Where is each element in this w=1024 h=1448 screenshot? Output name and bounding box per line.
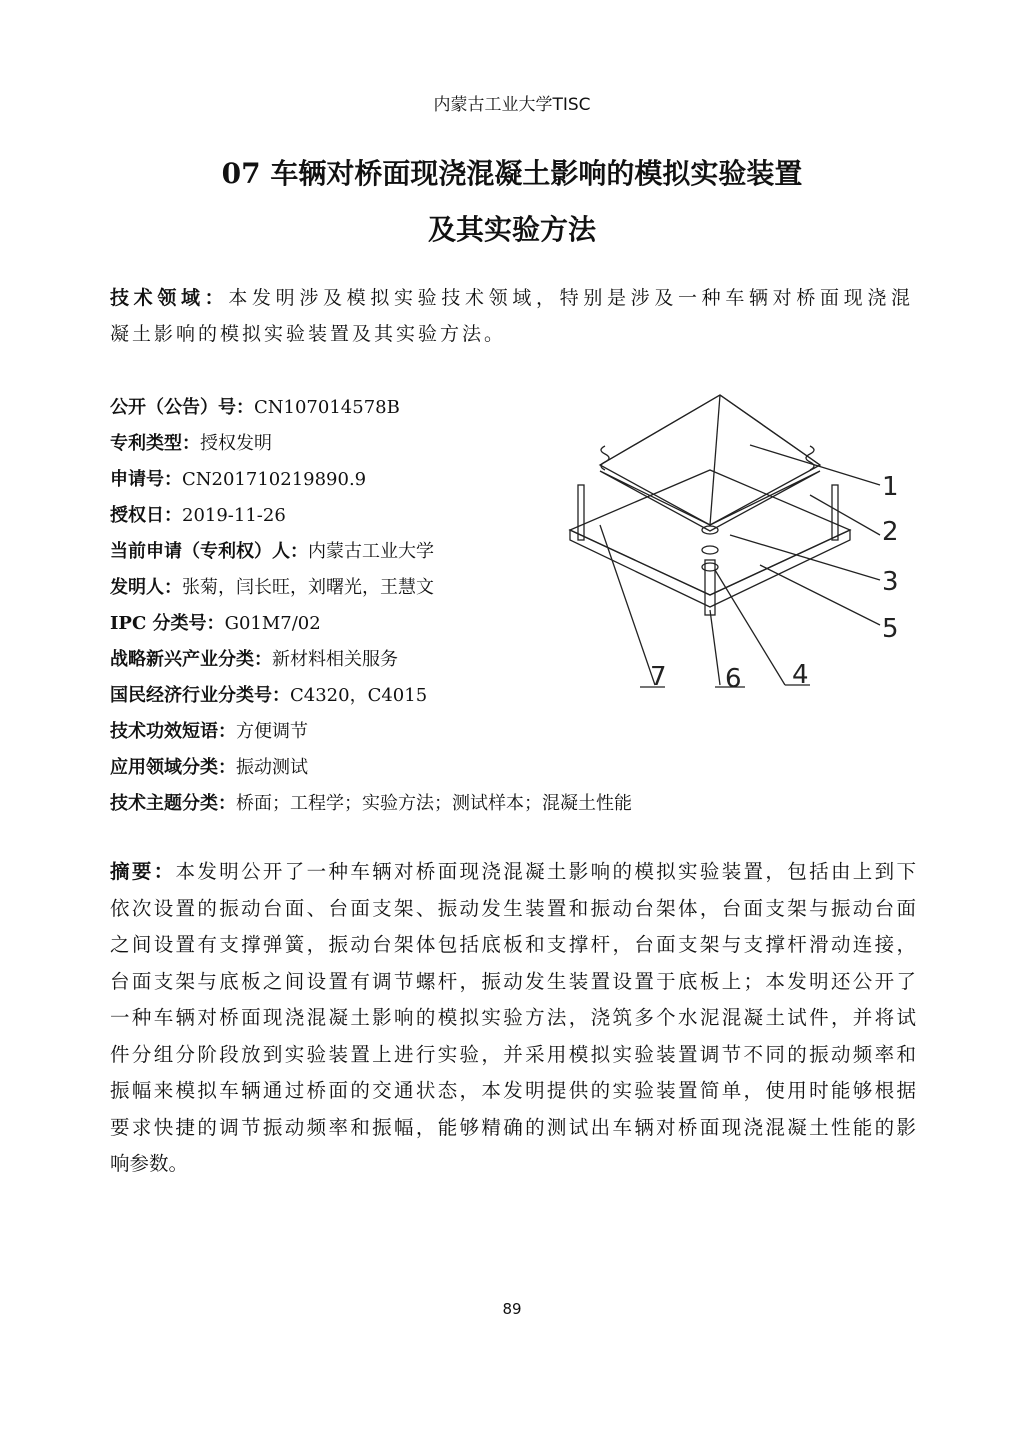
info-value: 新材料相关服务	[272, 649, 398, 670]
info-value: 2019-11-26	[182, 505, 286, 526]
info-value: CN201710219890.9	[182, 469, 367, 490]
figure-label-5: 5	[882, 614, 899, 644]
info-label: 国民经济行业分类号：	[110, 685, 290, 706]
abstract-line: 要求快捷的调节振动频率和振幅，能够精确的测试出车辆对桥面现浇混凝土性能的影	[110, 1115, 916, 1139]
abstract-line: 依次设置的振动台面、台面支架、振动发生装置和振动台架体，台面支架与振动台面	[110, 896, 916, 920]
info-value: 方便调节	[236, 721, 308, 742]
info-row	[110, 429, 272, 455]
apparatus-figure	[560, 385, 910, 695]
figure-label-2: 2	[882, 517, 899, 547]
info-label: 授权日：	[110, 505, 182, 526]
tech-field-label: 技术领域：	[110, 287, 229, 309]
info-value: 振动测试	[236, 757, 308, 778]
info-row	[110, 537, 434, 563]
title-line-1: 07 车辆对桥面现浇混凝土影响的模拟实验装置	[221, 157, 803, 190]
abstract-label: 摘要：	[110, 860, 176, 883]
page-number: 89	[502, 1300, 522, 1318]
info-label: 发明人：	[110, 577, 182, 598]
info-value: 桥面；工程学；实验方法；测试样本；混凝土性能	[236, 793, 632, 814]
info-label: 公开（公告）号：	[110, 397, 254, 418]
info-row	[110, 789, 632, 815]
abstract-line: 件分组分阶段放到实验装置上进行实验，并采用模拟实验装置调节不同的振动频率和	[110, 1042, 916, 1066]
info-label: 技术功效短语：	[110, 721, 236, 742]
abstract-line: 摘要：本发明公开了一种车辆对桥面现浇混凝土影响的模拟实验装置，包括由上到下	[110, 860, 916, 883]
info-label: 战略新兴产业分类：	[110, 649, 272, 670]
info-label: 专利类型：	[110, 433, 200, 454]
info-label: 应用领域分类：	[110, 757, 236, 778]
info-value: 张菊，闫长旺，刘曙光，王慧文	[182, 577, 434, 598]
abstract-line: 响参数。	[110, 1152, 189, 1175]
info-row	[110, 645, 398, 671]
info-value: 内蒙古工业大学	[308, 541, 434, 562]
figure-label-7: 7	[650, 662, 667, 692]
abstract-line: 之间设置有支撑弹簧，振动台架体包括底板和支撑杆，台面支架与支撑杆滑动连接，	[110, 933, 916, 956]
figure-label-3: 3	[882, 567, 899, 597]
info-row	[110, 465, 366, 491]
info-value: C4320，C4015	[290, 685, 428, 706]
abstract-line: 台面支架与底板之间设置有调节螺杆，振动发生装置设置于底板上；本发明还公开了	[110, 969, 916, 993]
title-line-2: 及其实验方法	[427, 213, 596, 246]
info-row	[110, 393, 400, 419]
info-row	[110, 717, 308, 743]
info-value: 授权发明	[200, 433, 272, 454]
info-row	[110, 501, 286, 527]
abstract-line: 振幅来模拟车辆通过桥面的交通状态，本发明提供的实验装置简单，使用时能够根据	[110, 1079, 916, 1102]
info-label: 当前申请（专利权）人：	[110, 541, 308, 562]
info-value: G01M7/02	[224, 613, 321, 634]
figure-label-4: 4	[792, 660, 809, 690]
tech-field-line-2: 凝土影响的模拟实验装置及其实验方法。	[110, 323, 507, 345]
figure-label-6: 6	[725, 664, 742, 694]
info-value: CN107014578B	[254, 397, 400, 418]
info-row	[110, 573, 434, 599]
running-header: 内蒙古工业大学TISC	[433, 95, 591, 115]
figure-label-1: 1	[882, 472, 899, 502]
abstract-line: 一种车辆对桥面现浇混凝土影响的模拟实验方法，浇筑多个水泥混凝土试件，并将试	[110, 1006, 916, 1029]
info-row	[110, 609, 321, 635]
info-label: 申请号：	[110, 469, 182, 490]
tech-field-line-1: 技术领域：本发明涉及模拟实验技术领域，特别是涉及一种车辆对桥面现浇混	[110, 287, 910, 309]
info-row	[110, 753, 308, 779]
info-label: 技术主题分类：	[110, 793, 236, 814]
info-row	[110, 681, 427, 707]
info-label: IPC 分类号：	[110, 613, 225, 634]
